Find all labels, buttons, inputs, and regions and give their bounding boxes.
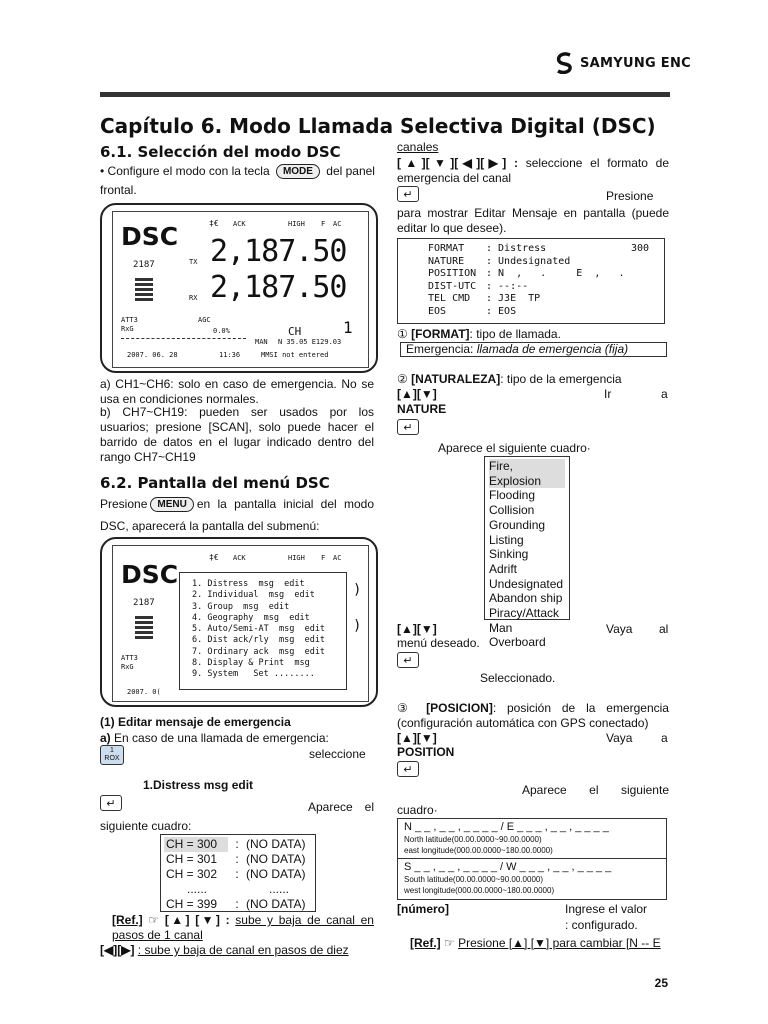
brand-name: SAMYUNG ENC — [580, 55, 692, 71]
table-row: CH = 300 : (NO DATA) — [166, 837, 306, 851]
s61-note-b: b) CH7~CH19: pueden ser usados por los usuarios; presione [SCAN], solo puede hacer el barrido de datos en el lugar indicado dentro del rango CH7~CH19 — [100, 405, 374, 464]
submenu-item[interactable]: 9. System Set ........ — [192, 669, 315, 680]
samyung-logo-icon — [555, 52, 575, 74]
nature-option[interactable]: Piracy/Attack — [489, 606, 560, 621]
nature-option[interactable]: Listing — [489, 532, 524, 547]
header-rule — [100, 92, 670, 97]
format-row: FORMAT : Distress 300 — [428, 243, 650, 254]
nature-option[interactable]: Adrift — [489, 561, 518, 576]
mode-key-icon: MODE — [276, 164, 320, 179]
nature-list — [484, 456, 570, 650]
submenu-item[interactable]: 2. Individual msg edit — [192, 590, 315, 601]
table-row: CH = 301 : (NO DATA) — [166, 852, 306, 866]
lcd-rx-frequency: 2,187.50 — [210, 270, 347, 305]
lcd-dsc-label: DSC — [121, 222, 179, 251]
submenu-item[interactable]: 7. Ordinary ack msg edit — [192, 646, 326, 657]
submenu-item[interactable]: 1. Distress msg edit — [192, 579, 305, 589]
format-row: NATURE : Undesignated — [428, 255, 571, 267]
section-6-2-title: 6.2. Pantalla del menú DSC — [100, 474, 330, 492]
lcd-signal-bars — [135, 278, 153, 303]
channel-table — [160, 834, 316, 912]
submenu-item[interactable]: 6. Dist ack/rly msg edit — [192, 635, 326, 646]
format-row: DIST-UTC : --:-- — [428, 280, 529, 292]
emergency-format-box: Emergencia: llamada de emergencia (fija) — [400, 342, 667, 357]
table-row: ...... ...... — [186, 882, 289, 896]
nature-option[interactable]: Collision — [489, 503, 535, 518]
format-screen — [397, 238, 665, 324]
table-row: CH = 399 : (NO DATA) — [166, 897, 306, 911]
nature-option[interactable]: Grounding — [489, 517, 546, 532]
chapter-title: Capítulo 6. Modo Llamada Selectiva Digital (DSC) — [100, 114, 656, 138]
nature-option[interactable]: Sinking — [489, 547, 529, 562]
format-row: EOS : EOS — [428, 305, 517, 317]
key-1-rox-icon: 1 ROX — [100, 745, 124, 765]
lcd-speaker-icon: ‡€ — [209, 219, 219, 228]
submenu-item[interactable]: 4. Geography msg edit — [192, 612, 310, 623]
menu-key-icon: MENU — [150, 497, 193, 512]
dsc-submenu — [179, 572, 347, 690]
table-row: CH = 302 : (NO DATA) — [166, 867, 306, 881]
nature-option[interactable]: Abandon ship — [489, 591, 563, 606]
page-number: 25 — [654, 976, 668, 990]
format-row: TEL CMD : J3E TP — [428, 293, 541, 304]
edit-distress-heading: (1) Editar mensaje de emergencia — [100, 715, 291, 729]
ref-note-1: [Ref.] ☞ [▲] [▼] : sube y baja de canal en pasos de 1 canal — [112, 913, 374, 942]
submenu-item[interactable]: 5. Auto/Semi-AT msg edit — [192, 624, 326, 635]
s61-intro: • Configure el modo con la tecla MODE del panel frontal. — [100, 164, 375, 197]
nature-option[interactable]: Fire, Explosion — [489, 459, 565, 488]
lcd-tx-frequency: 2,187.50 — [210, 234, 347, 269]
dsc-main-screen: DSC ‡€ ACK HIGH F AC 2187 TX RX 2,187.50 2,187.50 ATT3 RxG AGC 0.0% CH 1 MAN N 35.05 E129.03 2007. 06. 28 11:36 MMSI not entered — [100, 203, 378, 373]
format-row: POSITION : N , . E , . — [428, 268, 625, 279]
nature-option[interactable]: Undesignated — [489, 576, 564, 591]
submenu-item[interactable]: 3. Group msg edit — [192, 601, 290, 612]
submenu-item[interactable]: 8. Display & Print msg — [192, 658, 310, 669]
nature-option[interactable]: Flooding — [489, 488, 536, 503]
lcd-channel-number: 1 — [343, 318, 353, 337]
brand-logo — [555, 52, 691, 74]
position-entry-box: N _ _ , _ _ , _ _ _ _ / E _ _ _ , _ _ , _ _ _ _ North latitude(00.00.0000~90.00.0000) east longitude(000.00.0000~180.00.0000) S _ _ , _ _ , _ _ _ _ / W _ _ _ , _ _ , _ _ _ _ South latitude(00.00.0000~90.00.0000) west longitude(000.00.0000~180.00.0000) — [397, 818, 667, 900]
dsc-menu-screen: DSC ‡€ ACK HIGH F AC 2187 ATT3 RxG 2007. 0( 1. Distress msg edit 2. Individual msg edit 3. Group msg edit 4. Geography msg edit 5. Auto/Semi-AT msg edit 6. Dist ack/rly msg edit 7. Ordinary ack msg edit 8. Display & Print msg 9. System Set ........ ) ) — [100, 537, 378, 707]
s62-intro: Presione MENU en la pantalla inicial del modo DSC, aparecerá la pantalla del submenú: — [100, 497, 374, 533]
section-6-1-title: 6.1. Selección del modo DSC — [100, 143, 341, 161]
ref-note-2: [Ref.] ☞ Presione [▲] [▼] para cambiar [N -- E — [410, 936, 661, 950]
s61-note-a: a) CH1~CH6: solo en caso de emergencia. No se usa en condiciones normales. — [100, 377, 374, 406]
enter-key-icon: ↵ — [100, 795, 122, 811]
nature-option[interactable]: Man Overboard — [489, 620, 546, 650]
